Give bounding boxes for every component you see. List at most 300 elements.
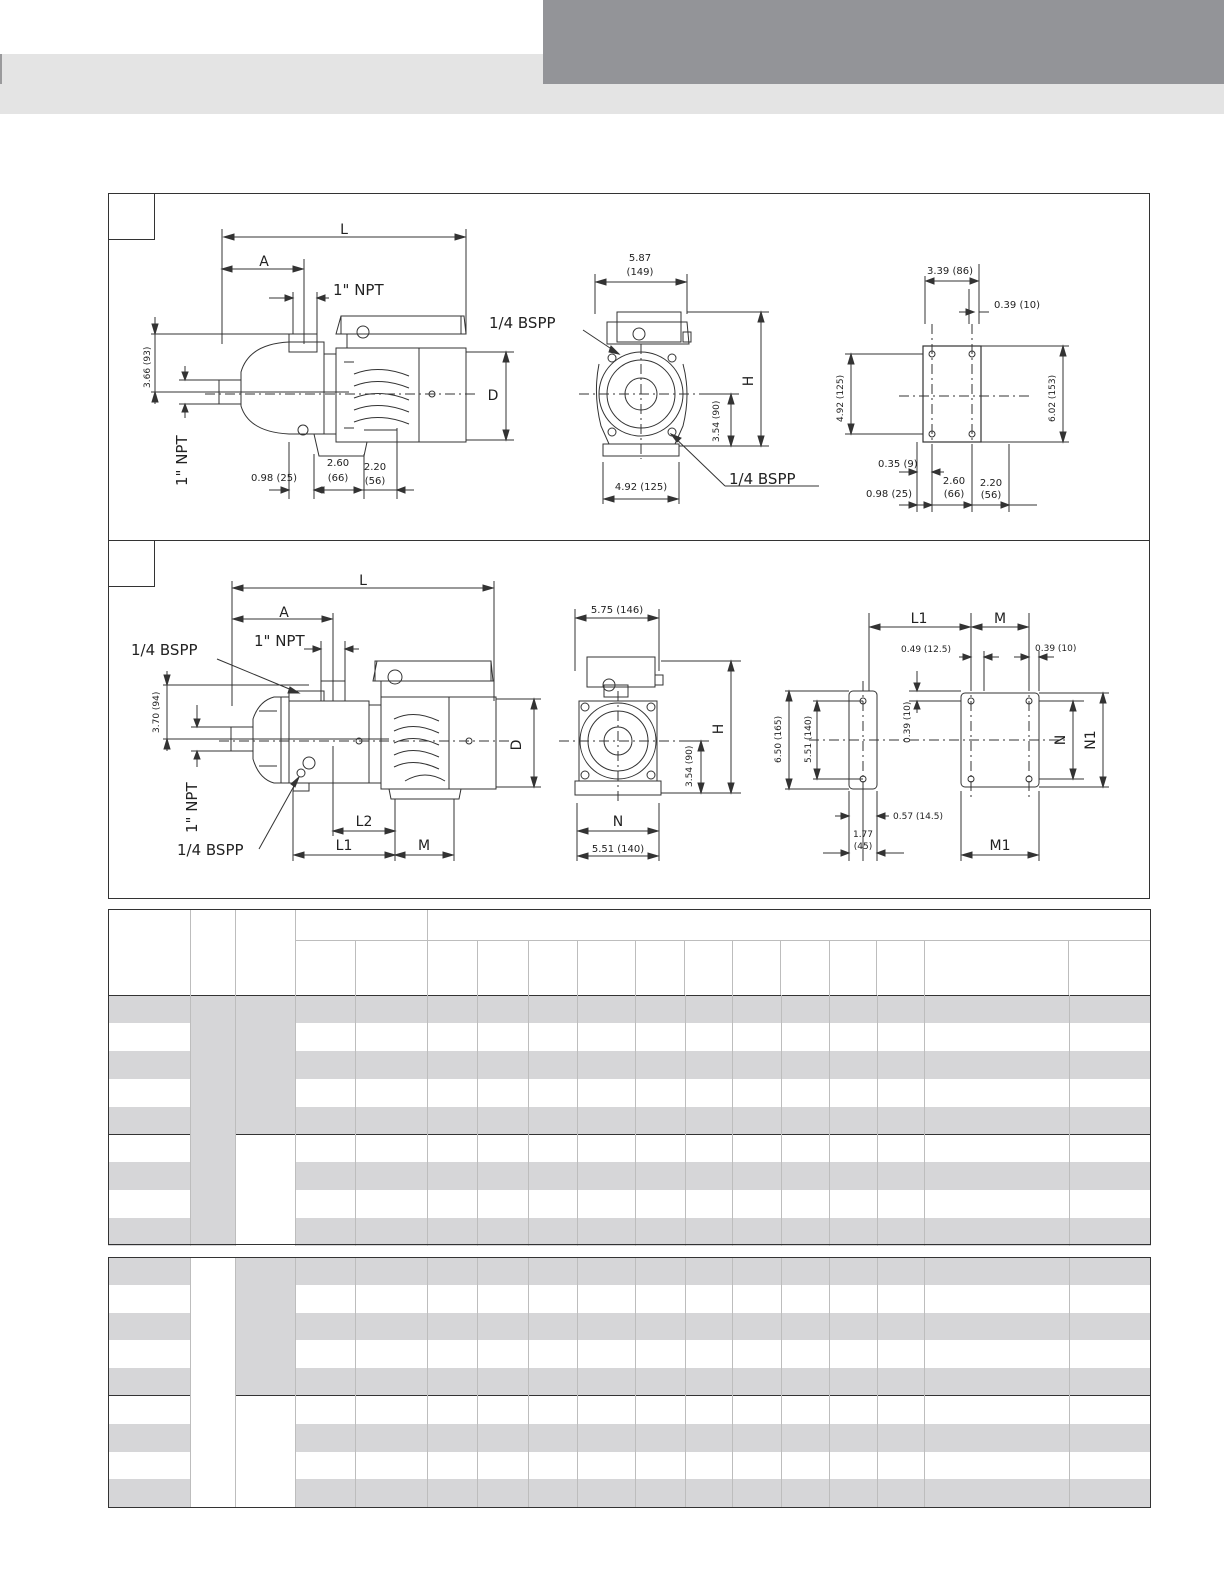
table-cell	[781, 1190, 830, 1218]
table-cell	[636, 1079, 686, 1107]
table-cell	[478, 1134, 529, 1162]
panel-b-dim-L1: L1	[335, 838, 353, 854]
panel-a-base-width: 4.92 (125)	[614, 482, 668, 493]
table-cell	[427, 1023, 478, 1051]
table-cell	[528, 1051, 578, 1079]
table-cell	[877, 1257, 925, 1285]
table-cell	[528, 1340, 578, 1368]
table-cell	[1069, 1424, 1151, 1452]
panel-a-foot-dim-260: 2.60	[942, 476, 966, 487]
panel-a-foot-right-height: 6.02 (153)	[1048, 374, 1058, 422]
table-cell	[578, 1479, 636, 1507]
table-cell	[478, 1340, 529, 1368]
table-cell	[108, 996, 191, 1024]
panel-b-dim-M: M	[417, 838, 431, 854]
table-cell	[877, 1452, 925, 1480]
table-cell	[478, 1257, 529, 1285]
panel-b-dim-D: D	[509, 739, 525, 751]
table-cell	[1069, 996, 1151, 1024]
panel-a-dim-220-mm: (56)	[364, 476, 386, 487]
table-cell	[296, 1134, 356, 1162]
table-cell	[528, 1257, 578, 1285]
table-cell	[578, 1023, 636, 1051]
panel-a-dim-A: A	[259, 254, 269, 270]
panel-b-foot-outer-height: 6.50 (165)	[774, 715, 784, 763]
table-cell	[578, 1190, 636, 1218]
table-cell	[925, 1368, 1070, 1396]
panel-b-center-height: 3.54 (90)	[685, 745, 695, 787]
panel-b-dim-L: L	[359, 573, 367, 589]
table-cell	[108, 1079, 191, 1107]
table-cell	[733, 1452, 782, 1480]
panel-a-foot-dim-220-mm: (56)	[980, 490, 1002, 501]
table1-header-cell	[685, 940, 732, 995]
table-cell	[830, 1023, 878, 1051]
table-cell	[1069, 1340, 1151, 1368]
table-cell	[578, 1285, 636, 1313]
table-cell	[877, 1190, 925, 1218]
table1-header-cell	[296, 940, 356, 995]
table-cell	[296, 1313, 356, 1341]
table-cell	[1069, 1368, 1151, 1396]
panel-b-top-npt: 1" NPT	[254, 632, 305, 650]
panel-a-front-view	[489, 253, 819, 504]
table-cell	[427, 1424, 478, 1452]
table-cell	[877, 1218, 925, 1246]
table-cell	[478, 1079, 529, 1107]
table1-header-group	[427, 909, 1151, 940]
table-cell	[578, 1340, 636, 1368]
table-cell	[1069, 1313, 1151, 1341]
table-cell	[781, 1162, 830, 1190]
panel-a-foot-dim-220: 2.20	[979, 478, 1003, 489]
table-cell	[1069, 1023, 1151, 1051]
table-cell	[191, 1257, 235, 1507]
panel-a-front-width-mm: (149)	[626, 267, 654, 278]
table-cell	[925, 1079, 1070, 1107]
table-cell	[528, 1313, 578, 1341]
panel-a-side-view	[143, 222, 514, 499]
table1-body	[108, 995, 1151, 1246]
table-cell	[733, 1079, 782, 1107]
table1-header-cell	[478, 940, 529, 995]
table-cell	[830, 1257, 878, 1285]
table-cell	[356, 1368, 428, 1396]
table2-body	[108, 1257, 1151, 1507]
table-cell	[427, 1162, 478, 1190]
table-cell	[478, 1051, 529, 1079]
table1-header-cell	[635, 940, 685, 995]
table-cell	[528, 1190, 578, 1218]
table-cell	[830, 1162, 878, 1190]
table-cell	[830, 1051, 878, 1079]
table-cell	[733, 1396, 782, 1424]
table-cell	[685, 1107, 733, 1135]
table-cell	[578, 1079, 636, 1107]
panel-a-front-width-in: 5.87	[628, 253, 652, 264]
table-cell	[1069, 1162, 1151, 1190]
header-left-strip	[0, 54, 543, 84]
table-cell	[685, 1162, 733, 1190]
panel-a-drawing	[109, 194, 1151, 542]
table-cell	[636, 1134, 686, 1162]
table-cell	[578, 1218, 636, 1246]
table-cell	[636, 1340, 686, 1368]
panel-b-foot-view	[774, 611, 1109, 861]
table-cell	[636, 1023, 686, 1051]
table-cell	[733, 996, 782, 1024]
table-cell	[781, 1452, 830, 1480]
table-cell	[925, 1257, 1070, 1285]
table-row	[108, 996, 1151, 1024]
table-cell	[925, 1452, 1070, 1480]
table-cell	[427, 1079, 478, 1107]
table-cell	[356, 1051, 428, 1079]
table-row	[108, 1134, 1151, 1162]
table-cell	[478, 1023, 529, 1051]
panel-b-foot-N1: N1	[1083, 730, 1099, 750]
dimension-table-1	[108, 909, 1151, 1246]
table-cell	[191, 996, 235, 1246]
panel-b-front-view	[559, 605, 741, 861]
table-cell	[356, 1396, 428, 1424]
table-cell	[781, 1285, 830, 1313]
table-row	[108, 1257, 1151, 1285]
table-cell	[685, 1396, 733, 1424]
table-cell	[478, 1162, 529, 1190]
table-cell	[578, 1107, 636, 1135]
table1-header-cell	[781, 940, 830, 995]
table-cell	[781, 1134, 830, 1162]
table-cell	[1069, 1479, 1151, 1507]
table-cell	[830, 1079, 878, 1107]
table-cell	[877, 1023, 925, 1051]
panel-a-foot-dim-098: 0.98 (25)	[866, 489, 912, 500]
table-cell	[528, 1107, 578, 1135]
table-cell	[235, 996, 296, 1135]
table-cell	[685, 1424, 733, 1452]
panel-a-dim-H: H	[741, 375, 757, 387]
panel-b-foot-dim-049: 0.49 (12.5)	[901, 645, 951, 655]
table-cell	[108, 1134, 191, 1162]
table-cell	[781, 1396, 830, 1424]
table1-header-cell	[427, 940, 478, 995]
table-cell	[578, 1368, 636, 1396]
panel-b-foot-M: M	[993, 611, 1007, 627]
table-cell	[578, 996, 636, 1024]
table-cell	[636, 1107, 686, 1135]
table-cell	[830, 1452, 878, 1480]
panel-a-center-height: 3.54 (90)	[712, 400, 722, 442]
table-cell	[296, 1424, 356, 1452]
table-cell	[296, 1396, 356, 1424]
panel-b-foot-dim-177-mm: (45)	[853, 842, 873, 852]
table-cell	[356, 1340, 428, 1368]
table-cell	[356, 1107, 428, 1135]
table-cell	[1069, 1396, 1151, 1424]
table-cell	[685, 1079, 733, 1107]
table-cell	[877, 1107, 925, 1135]
table-cell	[296, 1023, 356, 1051]
table-cell	[636, 1257, 686, 1285]
table-cell	[478, 1107, 529, 1135]
table1-header-cell	[528, 940, 578, 995]
table-cell	[781, 1313, 830, 1341]
panel-b-bspp-bottom: 1/4 BSPP	[177, 841, 244, 859]
table-cell	[478, 1479, 529, 1507]
table-cell	[925, 1285, 1070, 1313]
table-cell	[356, 1134, 428, 1162]
table-cell	[830, 1190, 878, 1218]
table1-header-cell	[191, 909, 235, 995]
table-cell	[925, 1424, 1070, 1452]
table-cell	[685, 1051, 733, 1079]
panel-b-foot-N: N	[1053, 734, 1069, 746]
table-cell	[925, 996, 1070, 1024]
panel-a-dim-098: 0.98 (25)	[251, 473, 297, 484]
table-cell	[108, 1479, 191, 1507]
table-cell	[108, 1368, 191, 1396]
table-cell	[877, 1051, 925, 1079]
table-cell	[427, 1051, 478, 1079]
header-left-edge	[0, 54, 2, 84]
table-cell	[528, 1424, 578, 1452]
table-cell	[733, 1257, 782, 1285]
table-cell	[830, 1479, 878, 1507]
panel-a-foot-left-height: 4.92 (125)	[836, 374, 846, 422]
table-cell	[296, 1257, 356, 1285]
table-cell	[636, 1368, 686, 1396]
panel-b-foot-dim-039-mid: 0.39 (10)	[903, 701, 913, 743]
table-cell	[685, 1285, 733, 1313]
table-cell	[478, 1424, 529, 1452]
table-cell	[877, 1479, 925, 1507]
table-cell	[830, 1424, 878, 1452]
table-cell	[296, 1190, 356, 1218]
table-cell	[296, 1479, 356, 1507]
table-cell	[781, 1257, 830, 1285]
table-cell	[781, 1051, 830, 1079]
table-cell	[478, 1313, 529, 1341]
table-cell	[830, 1285, 878, 1313]
panel-a-dim-220: 2.20	[363, 462, 387, 473]
table1-header-cell	[1069, 940, 1151, 995]
table-cell	[781, 1368, 830, 1396]
panel-a-foot-top-offset: 0.39 (10)	[994, 300, 1040, 311]
panel-b-dim-H: H	[711, 723, 727, 735]
table-cell	[733, 1313, 782, 1341]
table-cell	[528, 1368, 578, 1396]
table-cell	[925, 1313, 1070, 1341]
panel-b-base-width: 5.51 (140)	[591, 844, 645, 855]
table-cell	[830, 1313, 878, 1341]
table-cell	[296, 1340, 356, 1368]
table-cell	[733, 1285, 782, 1313]
table-cell	[108, 1452, 191, 1480]
table-cell	[636, 1190, 686, 1218]
table-cell	[781, 1479, 830, 1507]
table-cell	[478, 1368, 529, 1396]
panel-b-dim-A: A	[279, 605, 289, 621]
table-cell	[877, 1079, 925, 1107]
table-cell	[733, 1134, 782, 1162]
table-cell	[528, 1162, 578, 1190]
panel-a-bspp-bottom: 1/4 BSPP	[729, 470, 796, 488]
table-cell	[781, 996, 830, 1024]
table-cell	[356, 1424, 428, 1452]
table-cell	[925, 1396, 1070, 1424]
table-cell	[781, 1424, 830, 1452]
table-cell	[108, 1190, 191, 1218]
table-cell	[733, 1051, 782, 1079]
table-cell	[733, 1368, 782, 1396]
table-cell	[925, 1190, 1070, 1218]
table-cell	[1069, 1107, 1151, 1135]
table-cell	[636, 1313, 686, 1341]
table-cell	[925, 1051, 1070, 1079]
panel-a-foot-top-width: 3.39 (86)	[927, 266, 973, 277]
table-cell	[1069, 1285, 1151, 1313]
table-cell	[685, 1368, 733, 1396]
panel-a-foot-dim-260-mm: (66)	[943, 489, 965, 500]
table-cell	[578, 1424, 636, 1452]
table1-header-cell	[356, 940, 428, 995]
table-cell	[685, 1257, 733, 1285]
table1-header-cell	[924, 940, 1069, 995]
table-cell	[781, 1340, 830, 1368]
table-cell	[877, 1368, 925, 1396]
dimension-table-2	[108, 1257, 1151, 1507]
table-cell	[1069, 1218, 1151, 1246]
panel-b-dim-N: N	[612, 814, 624, 830]
table-cell	[830, 1368, 878, 1396]
panel-a-foot-view	[836, 264, 1069, 512]
table1-header-cell	[578, 940, 636, 995]
table-cell	[296, 1107, 356, 1135]
table-cell	[528, 1134, 578, 1162]
table-cell	[636, 1396, 686, 1424]
table-cell	[528, 1396, 578, 1424]
table-cell	[733, 1107, 782, 1135]
table-cell	[877, 996, 925, 1024]
header-band	[0, 84, 1224, 114]
panel-b-bspp-top: 1/4 BSPP	[131, 641, 198, 659]
table-cell	[427, 1285, 478, 1313]
table-cell	[108, 1424, 191, 1452]
table-cell	[685, 1023, 733, 1051]
table-cell	[636, 996, 686, 1024]
table-cell	[427, 1340, 478, 1368]
drawing-panel-a	[108, 193, 1150, 541]
table-cell	[528, 1218, 578, 1246]
table-cell	[636, 1162, 686, 1190]
table-cell	[636, 1218, 686, 1246]
table-cell	[685, 1313, 733, 1341]
table1-header-cell	[829, 940, 876, 995]
table-cell	[427, 1396, 478, 1424]
table-cell	[108, 1313, 191, 1341]
drawing-panel-b	[108, 540, 1150, 899]
table-cell	[235, 1257, 296, 1396]
table-cell	[877, 1313, 925, 1341]
table-cell	[733, 1340, 782, 1368]
table-row	[108, 1396, 1151, 1424]
table-cell	[733, 1479, 782, 1507]
table-cell	[781, 1023, 830, 1051]
table-cell	[108, 1340, 191, 1368]
table-cell	[1069, 1079, 1151, 1107]
table-cell	[427, 1190, 478, 1218]
panel-b-side-npt: 1" NPT	[183, 782, 201, 833]
table1-header-cell	[235, 909, 296, 995]
table-cell	[296, 1218, 356, 1246]
table-cell	[296, 1368, 356, 1396]
table-cell	[427, 1479, 478, 1507]
table-cell	[356, 1190, 428, 1218]
table-cell	[528, 1479, 578, 1507]
table-cell	[528, 1285, 578, 1313]
table-cell	[685, 1190, 733, 1218]
table-cell	[830, 996, 878, 1024]
table-cell	[877, 1162, 925, 1190]
table-cell	[356, 1257, 428, 1285]
table-cell	[830, 1134, 878, 1162]
table-cell	[296, 996, 356, 1024]
table-cell	[733, 1218, 782, 1246]
table-cell	[356, 1218, 428, 1246]
table-cell	[1069, 1257, 1151, 1285]
table-cell	[528, 996, 578, 1024]
table-cell	[925, 1134, 1070, 1162]
table-cell	[1069, 1134, 1151, 1162]
table-cell	[877, 1340, 925, 1368]
panel-b-foot-dim-177: 1.77	[852, 830, 874, 840]
table-cell	[108, 1396, 191, 1424]
table-cell	[578, 1162, 636, 1190]
table-cell	[356, 1079, 428, 1107]
table-cell	[427, 1134, 478, 1162]
table-cell	[578, 1452, 636, 1480]
table-cell	[578, 1396, 636, 1424]
panel-b-drawing	[109, 541, 1151, 900]
panel-b-front-width: 5.75 (146)	[590, 605, 644, 616]
table-cell	[108, 1218, 191, 1246]
table-cell	[877, 1134, 925, 1162]
table-cell	[636, 1051, 686, 1079]
table-cell	[578, 1051, 636, 1079]
panel-a-dim-D: D	[487, 388, 499, 404]
table1-header-cell	[108, 909, 191, 995]
table-cell	[685, 1452, 733, 1480]
table-cell	[296, 1285, 356, 1313]
table-cell	[356, 1313, 428, 1341]
table-cell	[296, 1162, 356, 1190]
table-cell	[733, 1162, 782, 1190]
table-cell	[235, 1396, 296, 1507]
table-cell	[733, 1190, 782, 1218]
table-cell	[877, 1285, 925, 1313]
table-cell	[235, 1134, 296, 1245]
table1-header-cell	[732, 940, 781, 995]
table-cell	[478, 1396, 529, 1424]
table-cell	[636, 1452, 686, 1480]
table-cell	[830, 1396, 878, 1424]
table-cell	[877, 1396, 925, 1424]
table-cell	[685, 1340, 733, 1368]
table-cell	[296, 1051, 356, 1079]
panel-a-bspp-top: 1/4 BSPP	[489, 314, 556, 332]
table-cell	[636, 1479, 686, 1507]
